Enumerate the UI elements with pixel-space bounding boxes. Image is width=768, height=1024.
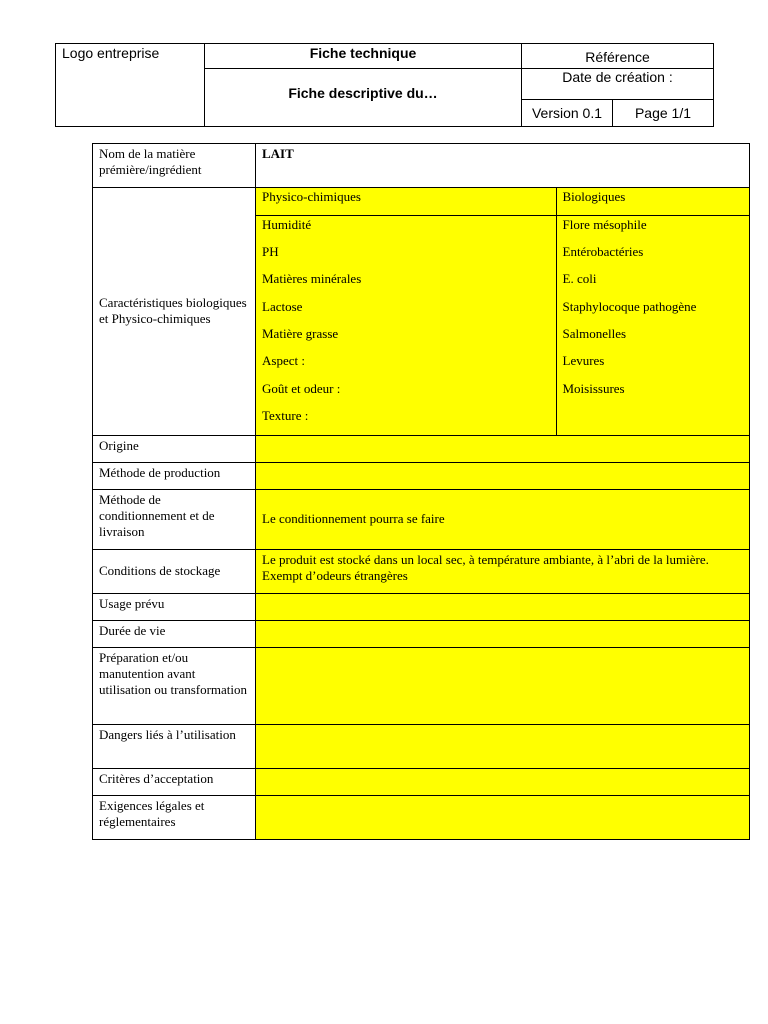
row-value-caracteristiques bbox=[256, 188, 750, 436]
bio-item: Staphylocoque pathogène bbox=[562, 298, 697, 314]
row-label-criteres: Critères d’acceptation bbox=[93, 768, 256, 795]
characteristics-subtable bbox=[256, 188, 749, 435]
physico-item: Matières minérales bbox=[262, 271, 362, 287]
product-spec-table bbox=[92, 143, 750, 840]
row-value-duree bbox=[256, 620, 750, 647]
document-title: Fiche technique bbox=[204, 43, 522, 69]
row-value-conditionnement: Le conditionnement pourra se faire bbox=[256, 489, 750, 549]
table-row bbox=[93, 435, 750, 462]
physico-item: PH bbox=[262, 243, 279, 259]
physico-item: Texture : bbox=[262, 408, 309, 424]
row-value-methode-production bbox=[256, 462, 750, 489]
bio-item: Moisissures bbox=[562, 380, 625, 396]
row-value-preparation bbox=[256, 647, 750, 724]
table-row bbox=[93, 144, 750, 188]
row-value-dangers bbox=[256, 724, 750, 768]
table-row bbox=[93, 795, 750, 839]
row-label-preparation: Préparation et/ou manutention avant utilisation ou transformation bbox=[93, 647, 256, 724]
version-field: Version 0.1 bbox=[521, 99, 613, 127]
document-header bbox=[55, 43, 714, 127]
row-label-methode-production: Méthode de production bbox=[93, 462, 256, 489]
table-row bbox=[93, 549, 750, 593]
row-label-caracteristiques: Caractéristiques biologiques et Physico-chimiques bbox=[93, 188, 256, 436]
row-value-exigences bbox=[256, 795, 750, 839]
physico-header: Physico-chimiques bbox=[256, 188, 556, 215]
table-row bbox=[93, 188, 750, 436]
row-value-origine bbox=[256, 435, 750, 462]
row-label-exigences: Exigences légales et réglementaires bbox=[93, 795, 256, 839]
creation-date-field: Date de création : bbox=[521, 68, 714, 100]
row-value-nom bbox=[256, 144, 750, 188]
company-logo-placeholder: Logo entreprise bbox=[55, 43, 205, 127]
physico-list bbox=[256, 215, 556, 435]
table-row bbox=[93, 768, 750, 795]
table-row bbox=[93, 620, 750, 647]
row-label-origine: Origine bbox=[93, 435, 256, 462]
physico-item: Aspect : bbox=[262, 353, 305, 369]
bio-item: Entérobactéries bbox=[562, 243, 644, 259]
table-row bbox=[93, 462, 750, 489]
row-label-conditionnement: Méthode de conditionnement et de livraison bbox=[93, 489, 256, 549]
ingredient-name: LAIT bbox=[262, 146, 294, 161]
table-row bbox=[93, 724, 750, 768]
row-label-usage: Usage prévu bbox=[93, 593, 256, 620]
physico-item: Lactose bbox=[262, 298, 303, 314]
row-value-usage bbox=[256, 593, 750, 620]
physico-item: Humidité bbox=[262, 216, 312, 232]
row-value-stockage: Le produit est stocké dans un local sec, à température ambiante, à l’abri de la lumière. Exempt d’odeurs étrangères bbox=[256, 549, 750, 593]
physico-item: Matière grasse bbox=[262, 326, 339, 342]
table-row bbox=[93, 593, 750, 620]
bio-header: Biologiques bbox=[556, 188, 749, 215]
table-row bbox=[93, 647, 750, 724]
bio-item: Flore mésophile bbox=[562, 216, 647, 232]
document-subtitle: Fiche descriptive du… bbox=[204, 68, 522, 127]
row-value-criteres bbox=[256, 768, 750, 795]
row-label-nom: Nom de la matière prémière/ingrédient bbox=[93, 144, 256, 188]
reference-field: Référence bbox=[521, 43, 714, 69]
bio-item: Salmonelles bbox=[562, 326, 627, 342]
row-label-stockage: Conditions de stockage bbox=[93, 549, 256, 593]
bio-item: Levures bbox=[562, 353, 605, 369]
row-label-dangers: Dangers liés à l’utilisation bbox=[93, 724, 256, 768]
bio-list bbox=[556, 215, 749, 435]
bio-item: E. coli bbox=[562, 271, 597, 287]
page-number-field: Page 1/1 bbox=[612, 99, 714, 127]
table-row bbox=[93, 489, 750, 549]
row-label-duree: Durée de vie bbox=[93, 620, 256, 647]
physico-item: Goût et odeur : bbox=[262, 380, 341, 396]
